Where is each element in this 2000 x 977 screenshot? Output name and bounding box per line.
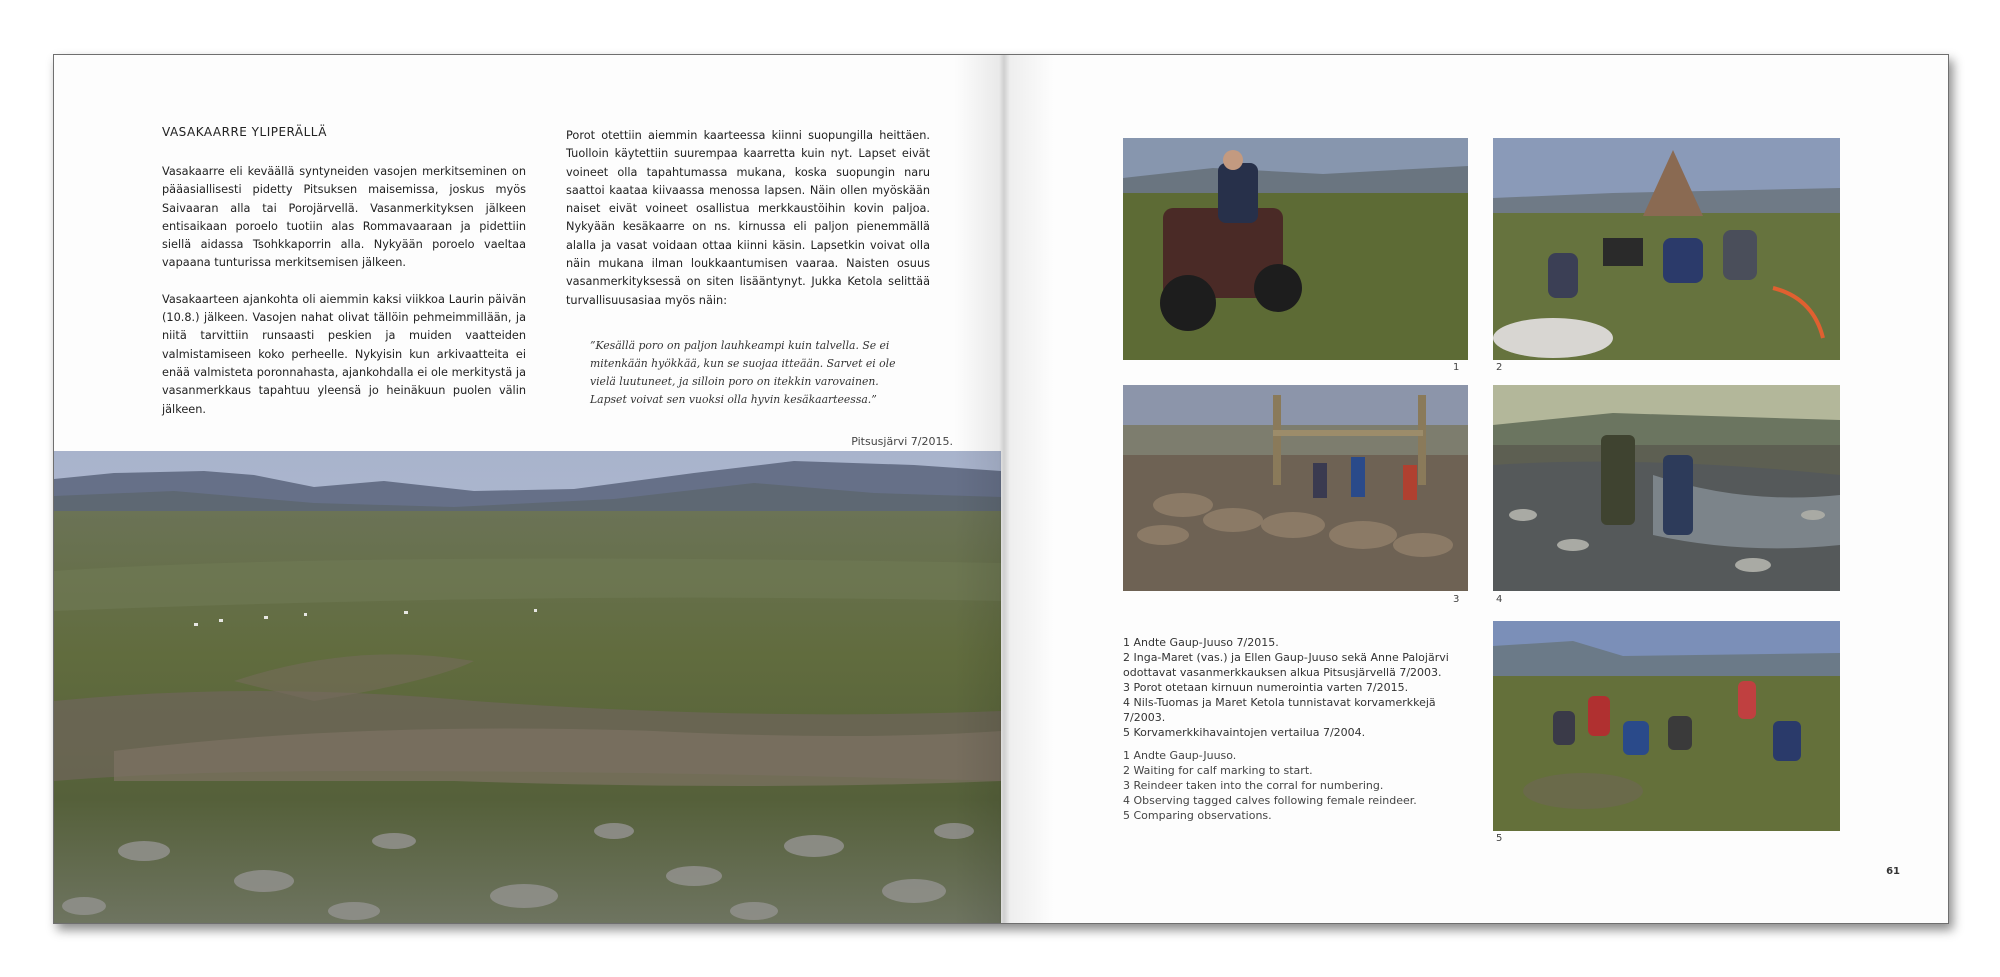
photo-number: 1 bbox=[1453, 362, 1460, 373]
page-number: 61 bbox=[1886, 866, 1900, 877]
right-page bbox=[1001, 55, 1948, 923]
text-column-2 bbox=[566, 127, 930, 328]
landscape-photo bbox=[54, 451, 1001, 923]
caption-text: 1 Andte Gaup-Juuso. 2 Waiting for calf marking to start. 3 Reindeer taken into the corral for numbering. 4 Observing tagged calves following female reindeer. 5 Comparing observations. bbox=[1123, 749, 1417, 822]
captions-english bbox=[1123, 748, 1463, 823]
captions-finnish bbox=[1123, 635, 1463, 740]
paragraph: Vasakaarre eli keväällä syntyneiden vasojen merkitseminen on pääasiallisesti pidetty Pitsuksen maisemissa, joskus myös Saivaaran alla tai Porojärvellä. Vasanmerkityksen jälkeen entisaikaan poroelo tuotiin alas Rommavaaraan ja pidettiin siellä aidassa Tsohkkaporrin alla. Nykyään poroelo vaeltaa vapaana tunturissa merkitsemisen jälkeen. bbox=[162, 165, 526, 270]
book-spread bbox=[53, 54, 1949, 924]
photo-number: 3 bbox=[1453, 594, 1460, 605]
text-column-1 bbox=[162, 163, 526, 437]
paragraph: Porot otettiin aiemmin kaarteessa kiinni suopungilla heittäen. Tuolloin käytettiin suurempaa kaarretta kuin nyt. Lapset eivät voineet olla tapahtumassa mukana, koska suopungin naru saattoi kaataa kiivaassa menossa lapsen. Näin ollen myöskään naiset eivät voineet osallistua merkkaustöihin kovin paljoa. Nykyään kesäkaarre on ns. kirnussa eli paljon pienemmällä alalla ja vasat voidaan ottaa kiinni käsin. Lapsetkin voivat olla näin mukana ilman loukkaantumisen vaaraa. Naisten osuus vasanmerkityksessä on siten lisääntynyt. Jukka Ketola selittää turvallisuusasiaa myös näin: bbox=[566, 129, 930, 307]
photo-location-caption: Pitsusjärvi 7/2015. bbox=[851, 435, 953, 448]
paragraph: Vasakaarteen ajankohta oli aiemmin kaksi viikkoa Laurin päivän (10.8.) jälkeen. Vasojen nahat olivat tällöin pehmeimmillään, ja niitä tarvittiin runsaasti peskien ja muiden vaatteiden valmistamiseen koko perheelle. Nykyisin kun arkivaatteita ei enää valmisteta poronnahasta, ajankohdalla ei ole merkitystä ja vasanmerkkaus tapahtuu yleensä jo heinäkuun puolen välin jälkeen. bbox=[162, 292, 526, 416]
atv-photo bbox=[1123, 138, 1468, 360]
caption-text: 1 Andte Gaup-Juuso 7/2015. 2 Inga-Maret (vas.) ja Ellen Gaup-Juuso sekä Anne Palojärvi odottavat vasanmerkkauksen alkua Pitsusjärvellä 7/2003. 3 Porot otetaan kirnuun numerointia varten 7/2015. 4 Nils-Tuomas ja Maret Ketola tunnistavat korvamerkkejä 7/2003. 5 Korvamerkkihavaintojen vertailua 7/2004. bbox=[1123, 636, 1449, 739]
photo-number: 4 bbox=[1496, 594, 1503, 605]
corral-photo bbox=[1123, 385, 1468, 591]
photo-number: 5 bbox=[1496, 833, 1503, 844]
tent-photo bbox=[1493, 138, 1840, 360]
pull-quote: ”Kesällä poro on paljon lauhkeampi kuin talvella. Se ei mitenkään hyökkää, kun se suojaa itteään. Sarvet ei ole vielä luutuneet, ja silloin poro on itekkin varovainen. Lapset voivat sen vuoksi olla hyvin kesäkaarteessa.” bbox=[590, 339, 896, 406]
stream-photo bbox=[1493, 385, 1840, 591]
photo-number: 2 bbox=[1496, 362, 1503, 373]
group-photo bbox=[1493, 621, 1840, 831]
section-heading: VASAKAARRE YLIPERÄLLÄ bbox=[162, 125, 327, 139]
left-page bbox=[54, 55, 1001, 923]
